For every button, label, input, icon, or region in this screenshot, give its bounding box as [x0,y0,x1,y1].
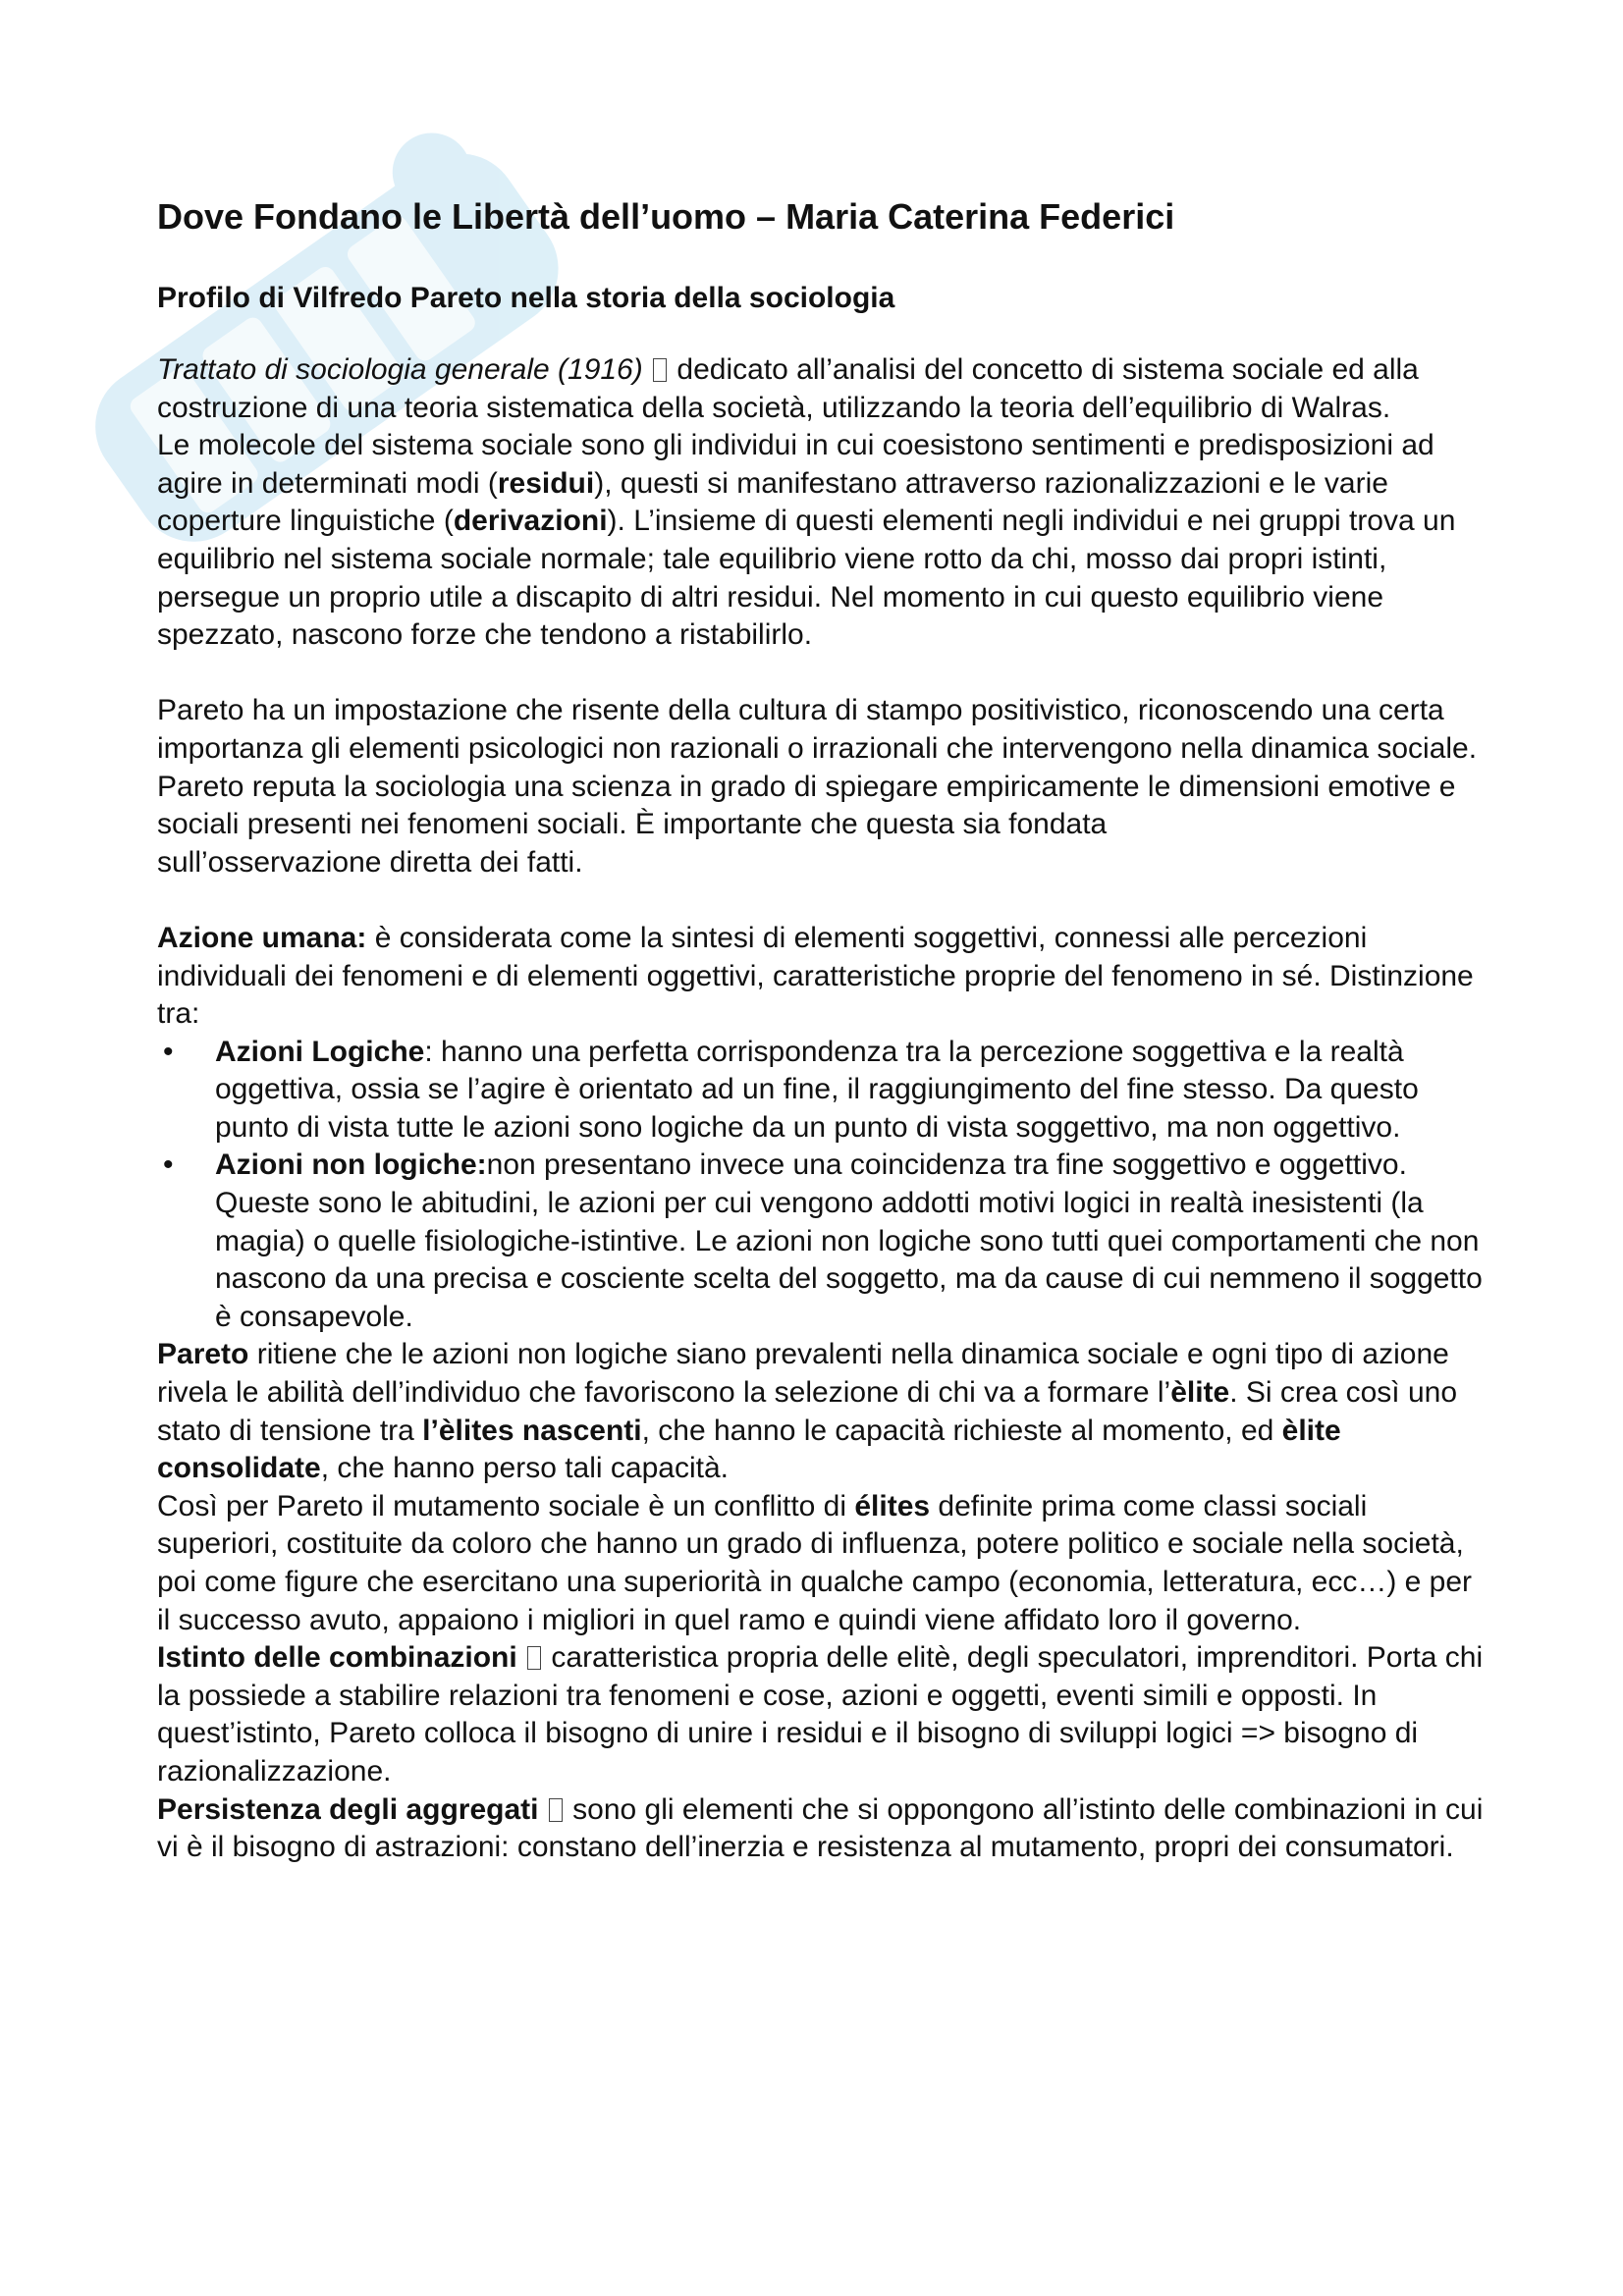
term-elites: élites [854,1489,931,1522]
section-title: Profilo di Vilfredo Pareto nella storia della sociologia [157,282,895,314]
list-item-text: non presentano invece una coincidenza tra fine soggettivo e oggettivo. Queste sono le abitudini, le azioni per cui vengono addotti motivi logici in realtà inesistenti (la magia) o quelle fisiologiche-istintive. Le azioni non logiche sono tutti quei comportamenti che non nascono da una precisa e cosciente scelta del soggetto, ma da cause di cui nemmeno il soggetto è consapevole. [215,1148,1483,1333]
paragraph-molecole [157,427,1492,655]
list-item [157,1147,1492,1336]
term-elite: èlite [1170,1376,1230,1410]
term-elite-consolidate: èlite consolidate [157,1414,1341,1485]
arrow-icon [527,1646,541,1670]
paragraph-text: . Si crea così uno stato di tensione tra [157,1376,1458,1447]
paragraph-mutamento-sociale [157,1488,1492,1639]
paragraph-text: dedicato all’analisi del concetto di sistema sociale ed alla costruzione di una teoria sistematica della società, utilizzando la teoria dell’equilibrio di Walras. [157,353,1419,424]
list-item [157,1034,1492,1148]
paragraph-text: ). L’insieme di questi elementi negli individui e nei gruppi trova un equilibrio nel sistema sociale normale; tale equilibrio viene rotto da chi, mosso dai propri istinti, persegue un proprio utile a discapito di altri residui. Nel momento in cui questo equilibrio viene spezzato, nascono forze che tendono a ristabilirlo. [157,505,1456,652]
paragraph-text: caratteristica propria delle elitè, degli speculatori, imprenditori. Porta chi la possiede a stabilire relazioni tra fenomeni e cose, azioni e oggetti, eventi simili e opposti. In quest’istinto, Pareto colloca il bisogno di unire i residui e il bisogno di sviluppi logici => bisogno di razionalizzazione. [157,1641,1484,1788]
term-azione-umana: Azione umana: [157,921,367,954]
term-istinto-combinazioni: Istinto delle combinazioni [157,1641,517,1675]
paragraph-text: , che hanno le capacità richieste al momento, ed [641,1414,1282,1447]
arrow-icon [549,1798,563,1822]
paragraph-text: ritiene che le azioni non logiche siano prevalenti nella dinamica sociale e ogni tipo di azione rivela le abilità dell’individuo che favoriscono la selezione di chi va a formare l’ [157,1338,1449,1410]
paragraph-text: Pareto ha un impostazione che risente della cultura di stampo positivistico, riconoscendo una certa importanza gli elementi psicologici non razionali o irrazionali che intervengono nella dinamica sociale. Pareto reputa la sociologia una scienza in grado di spiegare empiricamente le dimensioni emotive e sociali presenti nei fenomeni sociali. È importante che questa sia fondata [157,694,1478,841]
term-derivazioni: derivazioni [453,505,608,538]
document-page [157,192,1492,1867]
paragraph-azione-umana [157,920,1492,1034]
paragraph-trattato [157,351,1492,427]
spacer [157,881,1492,920]
paragraph-text: Così per Pareto il mutamento sociale è un conflitto di [157,1489,855,1522]
term-pareto: Pareto [157,1338,249,1371]
document-title: Dove Fondano le Libertà dell’uomo – Maria Caterina Federici [157,196,1175,237]
paragraph-text: definite prima come classi sociali superiori, costituite da coloro che hanno un grado di influenza, potere politico e sociale nella società, poi come figure che esercitano una superiorità in qualche campo (economia, letteratura, ecc…) e per il successo avuto, appaiono i migliori in quel ramo e quindi viene affidato loro il governo. [157,1489,1473,1636]
term-persistenza-aggregati: Persistenza degli aggregati [157,1792,539,1826]
arrow-icon [653,358,667,382]
paragraph-istinto-combinazioni [157,1639,1492,1790]
paragraph-text: è considerata come la sintesi di elementi soggettivi, connessi alle percezioni individuali dei fenomeni e di elementi oggettivi, caratteristiche proprie del fenomeno in sé. Distinzione tra: [157,921,1474,1031]
term-elites-nascenti: l’èlites nascenti [422,1414,642,1447]
term-residui: residui [497,466,595,500]
term-azioni-logiche: Azioni Logiche [215,1035,425,1068]
paragraph-persistenza-aggregati [157,1791,1492,1867]
paragraph-text: sono gli elementi che si oppongono all’istinto delle combinazioni in cui vi è il bisogno di astrazioni: constano dell’inerzia e resistenza al mutamento, propri dei consumatori. [157,1792,1484,1864]
paragraph-text: ), questi si manifestano attraverso razionalizzazioni e le varie coperture linguistiche ( [157,466,1388,538]
paragraph-text: , che hanno perso tali capacità. [320,1452,729,1485]
bullet-list [157,1034,1492,1337]
spacer [157,655,1492,693]
bullet-icon: • [163,1148,174,1182]
paragraph-text: sull’osservazione diretta dei fatti. [157,845,583,879]
bullet-icon: • [163,1035,174,1068]
paragraph-impostazione [157,692,1492,881]
list-item-text: : hanno una perfetta corrispondenza tra la percezione soggettiva e la realtà oggettiva, ossia se l’agire è orientato ad un fine, il raggiungimento del fine stesso. Da questo punto di vista tutte le azioni sono logiche da un punto di vista soggettivo, ma non oggettivo. [215,1035,1419,1144]
term-azioni-non-logiche: Azioni non logiche: [215,1148,487,1182]
paragraph-text: Le molecole del sistema sociale sono gli individui in cui coesistono sentimenti e predisposizioni ad agire in determinati modi ( [157,429,1434,500]
paragraph-pareto-elite [157,1336,1492,1487]
book-title: Trattato di sociologia generale (1916) [157,353,643,386]
